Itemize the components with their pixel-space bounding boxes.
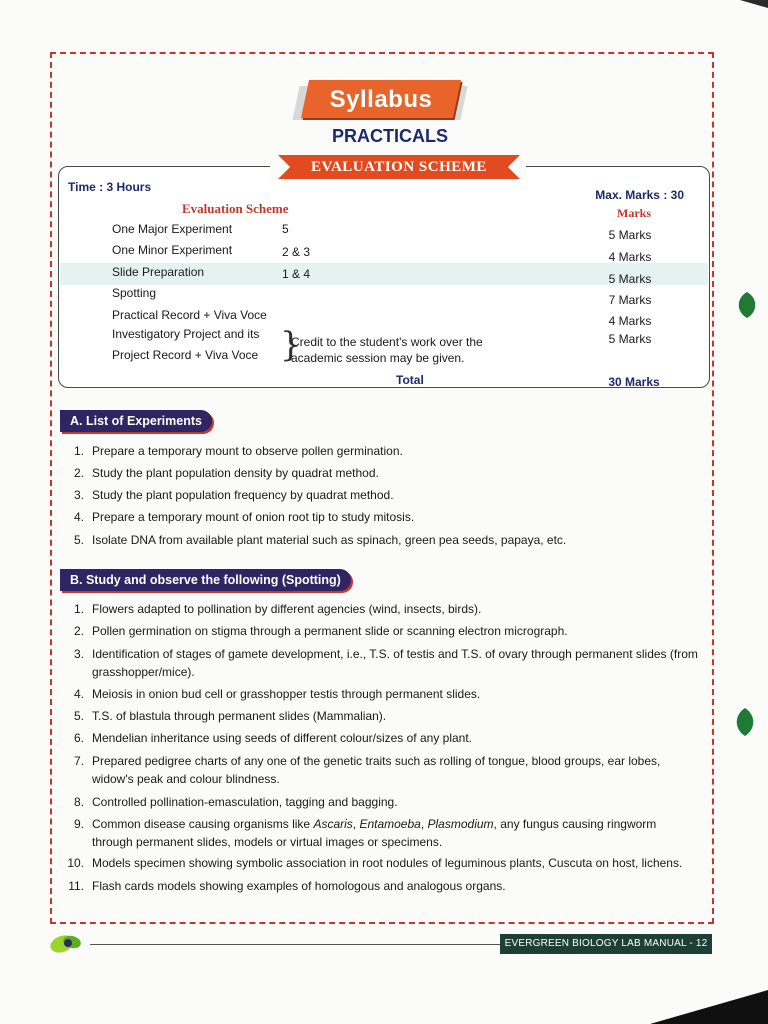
- footer-rule: [90, 944, 500, 945]
- eval-row-experiment: 2 & 3: [282, 245, 311, 259]
- eval-row: [0, 265, 768, 285]
- eval-row-name: Spotting: [112, 286, 157, 300]
- item-number: 7.: [73, 754, 84, 768]
- brace-symbol: }: [280, 325, 302, 365]
- page-corner-shadow: [650, 990, 768, 1024]
- item-text: Prepare a temporary mount to observe pollen germination.: [92, 444, 403, 458]
- banner-title: Syllabus: [329, 86, 433, 113]
- total-label: Total: [396, 373, 424, 387]
- page-subtitle: PRACTICALS: [332, 126, 448, 146]
- item-number: 8.: [73, 795, 84, 809]
- eval-row-marks: 4 Marks: [608, 314, 652, 328]
- eval-row: [0, 308, 768, 328]
- item-text: Models specimen showing symbolic association in root nodules of leguminous plants, Cuscuta on host, lichens.: [92, 856, 683, 870]
- eval-row: [0, 286, 768, 306]
- scheme-header: Evaluation Scheme: [182, 201, 289, 216]
- time-label: Time : 3 Hours: [68, 180, 152, 194]
- eval-row: [0, 222, 768, 242]
- item-number: 4.: [73, 510, 84, 524]
- total-marks: 30 Marks: [608, 375, 660, 389]
- item-number: 9.: [73, 817, 84, 831]
- item-text: Study the plant population density by quadrat method.: [92, 466, 379, 480]
- marks-header: Marks: [617, 206, 651, 220]
- item-number: 3.: [73, 647, 84, 661]
- item-number: 1.: [73, 602, 84, 616]
- evaluation-ribbon-label: EVALUATION SCHEME: [311, 159, 487, 175]
- eval-row: [0, 243, 768, 263]
- item-number: 2.: [73, 624, 84, 638]
- item-number: 1.: [73, 444, 84, 458]
- item-number: 11.: [68, 879, 84, 893]
- item-number: 2.: [73, 466, 84, 480]
- item-text: Prepare a temporary mount of onion root tip to study mitosis.: [92, 510, 415, 524]
- item-number: 3.: [73, 488, 84, 502]
- item-text: Isolate DNA from available plant material such as spinach, green pea seeds, papaya, etc.: [92, 533, 567, 547]
- eval-row-name: Slide Preparation: [112, 265, 205, 279]
- item-number: 6.: [73, 731, 84, 745]
- eval-row-name: One Major Experiment: [112, 222, 233, 236]
- leaf-icon: [734, 290, 760, 325]
- item-text: Study the plant population frequency by quadrat method.: [92, 488, 394, 502]
- item-number: 5.: [73, 533, 84, 547]
- eval-row-name: Investigatory Project and its: [112, 327, 260, 341]
- item-text: Controlled pollination-emasculation, tagging and bagging.: [92, 795, 398, 809]
- footer-manual-title: EVERGREEN BIOLOGY LAB MANUAL - 12: [500, 934, 712, 954]
- leaf-logo-icon: [48, 930, 88, 958]
- item-number: 10.: [67, 856, 84, 870]
- eval-row-name: Project Record + Viva Voce: [112, 348, 259, 362]
- page-corner-shadow: [740, 0, 768, 8]
- section-b-header: B. Study and observe the following (Spotting): [60, 569, 351, 591]
- item-text: Meiosis in onion bud cell or grasshopper testis through permanent slides.: [92, 687, 481, 701]
- eval-row-marks: 7 Marks: [608, 293, 652, 307]
- item-number: 5.: [73, 709, 84, 723]
- item-text: Identification of stages of gamete development, i.e., T.S. of testis and T.S. of ovary through permanent slides (from grasshopper/mice).: [92, 647, 698, 679]
- item-text: Prepared pedigree charts of any one of the genetic traits such as rolling of tongue, blood groups, ear lobes, widow's peak and colour blindness.: [92, 754, 661, 786]
- eval-row-marks: 5 Marks: [608, 272, 652, 286]
- eval-row-marks: 4 Marks: [608, 250, 652, 264]
- eval-row-marks: 5 Marks: [608, 332, 652, 346]
- max-marks-label: Max. Marks : 30: [595, 188, 684, 202]
- item-text: Flash cards models showing examples of homologous and analogous organs.: [92, 879, 506, 893]
- item-text: Common disease causing organisms like Ascaris, Entamoeba, Plasmodium, any fungus causing ringworm through permanent slides, models or virtual images or specimens.: [92, 817, 657, 849]
- item-text: Flowers adapted to pollination by different agencies (wind, insects, birds).: [92, 602, 482, 616]
- item-text: Mendelian inheritance using seeds of different colour/sizes of any plant.: [92, 731, 473, 745]
- item-text: T.S. of blastula through permanent slides (Mammalian).: [92, 709, 387, 723]
- section-a-header: A. List of Experiments: [60, 410, 212, 432]
- item-number: 4.: [73, 687, 84, 701]
- eval-row-experiment: 1 & 4: [282, 267, 311, 281]
- item-text: Pollen germination on stigma through a permanent slide or scanning electron micrograph.: [92, 624, 568, 638]
- credit-note: Credit to the student's work over the academic session may be given.: [291, 335, 483, 365]
- eval-row-name: Practical Record + Viva Voce: [112, 308, 267, 322]
- eval-row-experiment: 5: [282, 222, 289, 236]
- eval-row-name: One Minor Experiment: [112, 243, 233, 257]
- leaf-icon: [732, 706, 758, 743]
- eval-row-marks: 5 Marks: [608, 228, 652, 242]
